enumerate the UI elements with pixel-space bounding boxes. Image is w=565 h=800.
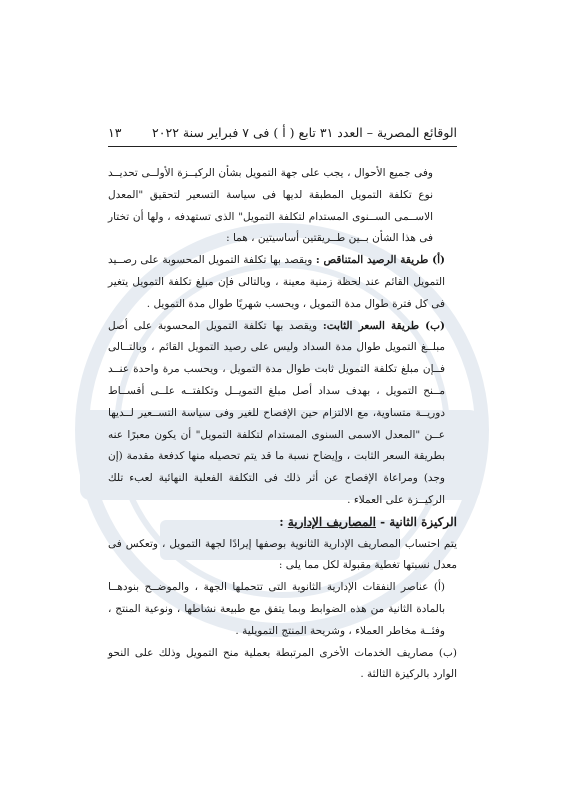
document-body xyxy=(108,163,457,686)
paragraph-intro: وفى جميع الأحوال ، يجب على جهة التمويل بشأن الركيــزة الأولــى تحديــد نوع تكلفة التمويل المطبقة لديها فى سياسة التسعير لتحقيق "المعدل الاســمى الســنوى المستدام لتكلفة التمويل" الذى تستهدفه ، ولها أن تختار فى هذا الشأن بــين طــريقتين أساسيتين ، هما : xyxy=(108,167,433,245)
section-title-suffix: : xyxy=(279,514,288,529)
section-title xyxy=(108,512,457,534)
header-divider xyxy=(108,146,457,147)
method-a-label: (أ) طريقة الرصيد المتناقص : xyxy=(315,254,445,267)
page-header xyxy=(108,121,457,143)
paragraph-item-b: (ب) مصاريف الخدمات الأخرى المرتبطة بعملية منح التمويل وذلك على النحو الوارد بالركيزة الثالثة . xyxy=(108,646,457,681)
paragraph-method-a xyxy=(108,250,457,315)
paragraph-method-b xyxy=(108,316,457,512)
section-title-underlined: المصاريف الإدارية xyxy=(287,514,376,529)
method-a-text: ويقصد بها تكلفة التمويل المحسوبة على رصــيد التمويل القائم عند لحظة زمنية معينة ، وبالتالى فإن مبلغ تكلفة التمويل يتغير فى كل فترة طوال مدة التمويل ، ويحسب شهريًا طوال مدة التمويل . xyxy=(108,254,445,310)
paragraph-admin-fees: يتم احتساب المصاريف الإدارية الثانوية بوصفها إيرادًا لجهة التمويل ، وتعكس فى معدل نسبتها تغطية مقبولة لكل مما يلى : xyxy=(108,537,457,572)
method-b-text: ويقصد بها تكلفة التمويل المحسوبة على أصل مبلــغ التمويل طوال مدة السداد وليس على رصيد التمويل القائم ، وبالتــالى فــإن مبلغ تكلفة التمويل ثابت طوال مدة التمويل ، ويحسب مرة واحدة عنــد مــنح التمويل ، بهدف سداد أصل مبلغ التمويــل وتكلفتــه علــى أقســاط دوريــة متساوية، مع الالتزام حين الإفصاح للغير وفى سياسة التســعير لــديها عــن "المعدل الاسمى السنوى المستدام لتكلفة التمويل" أن يكون معبرًا عنه بطريقة السعر الثابت ، وإيضاح نسبة ما قد يتم تحصيله منها كدفعة مقدمة (إن وجد) ومراعاة الإفصاح عن أثر ذلك فى التكلفة الفعلية النهائية لعبء تلك الركيــزة على العملاء . xyxy=(108,319,445,506)
method-b-label: (ب) طريقة السعر الثابت: xyxy=(322,319,445,332)
paragraph-item-a: (أ) عناصر النفقات الإدارية الثانوية التى تتحملها الجهة ، والموضــح بنودهــا بالمادة الثانية من هذه الضوابط وبما يتفق مع طبيعة نشاطها ، ونوعية المنتج ، وفئــة مخاطر العملاء ، وشريحة المنتج التمويلية . xyxy=(108,581,445,637)
page-number: ١٣ xyxy=(108,124,122,140)
section-title-prefix: الركيزة الثانية - xyxy=(375,514,457,529)
header-title: الوقائع المصرية – العدد ٣١ تابع ( أ ) فى ٧ فبراير سنة ٢٠٢٢ xyxy=(152,124,457,140)
